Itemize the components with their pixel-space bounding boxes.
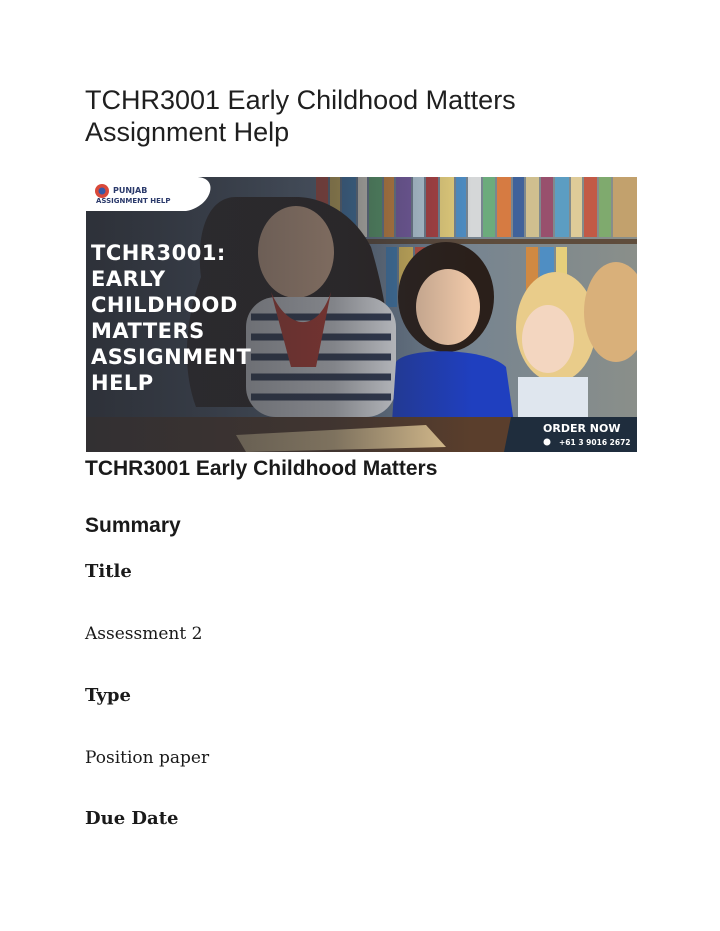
logo-line-2: ASSIGNMENT HELP (96, 197, 171, 205)
order-now-cta (504, 417, 637, 452)
page-title: TCHR3001 Early Childhood Matters Assignment Help (85, 85, 516, 147)
phone-number: +61 3 9016 2672 (559, 438, 631, 447)
phone-icon (544, 439, 551, 446)
banner-heading-line-2: EARLY (91, 267, 166, 291)
field-value-type: Position paper (85, 748, 210, 768)
banner-heading-line-1: TCHR3001: (91, 241, 226, 265)
section-subtitle: TCHR3001 Early Childhood Matters (85, 457, 438, 480)
logo-line-1: PUNJAB (113, 186, 148, 195)
banner-heading-line-6: HELP (91, 371, 154, 395)
field-label-type: Type (85, 685, 131, 706)
banner-heading-line-3: CHILDHOOD (91, 293, 238, 317)
order-now-label: ORDER NOW (543, 422, 621, 435)
banner-heading-line-4: MATTERS (91, 319, 205, 343)
banner-image (86, 177, 637, 452)
summary-heading: Summary (85, 514, 181, 537)
field-label-title: Title (85, 561, 132, 582)
field-label-due-date: Due Date (85, 808, 179, 829)
field-value-title: Assessment 2 (85, 624, 203, 644)
banner-heading-line-5: ASSIGNMENT (91, 345, 252, 369)
